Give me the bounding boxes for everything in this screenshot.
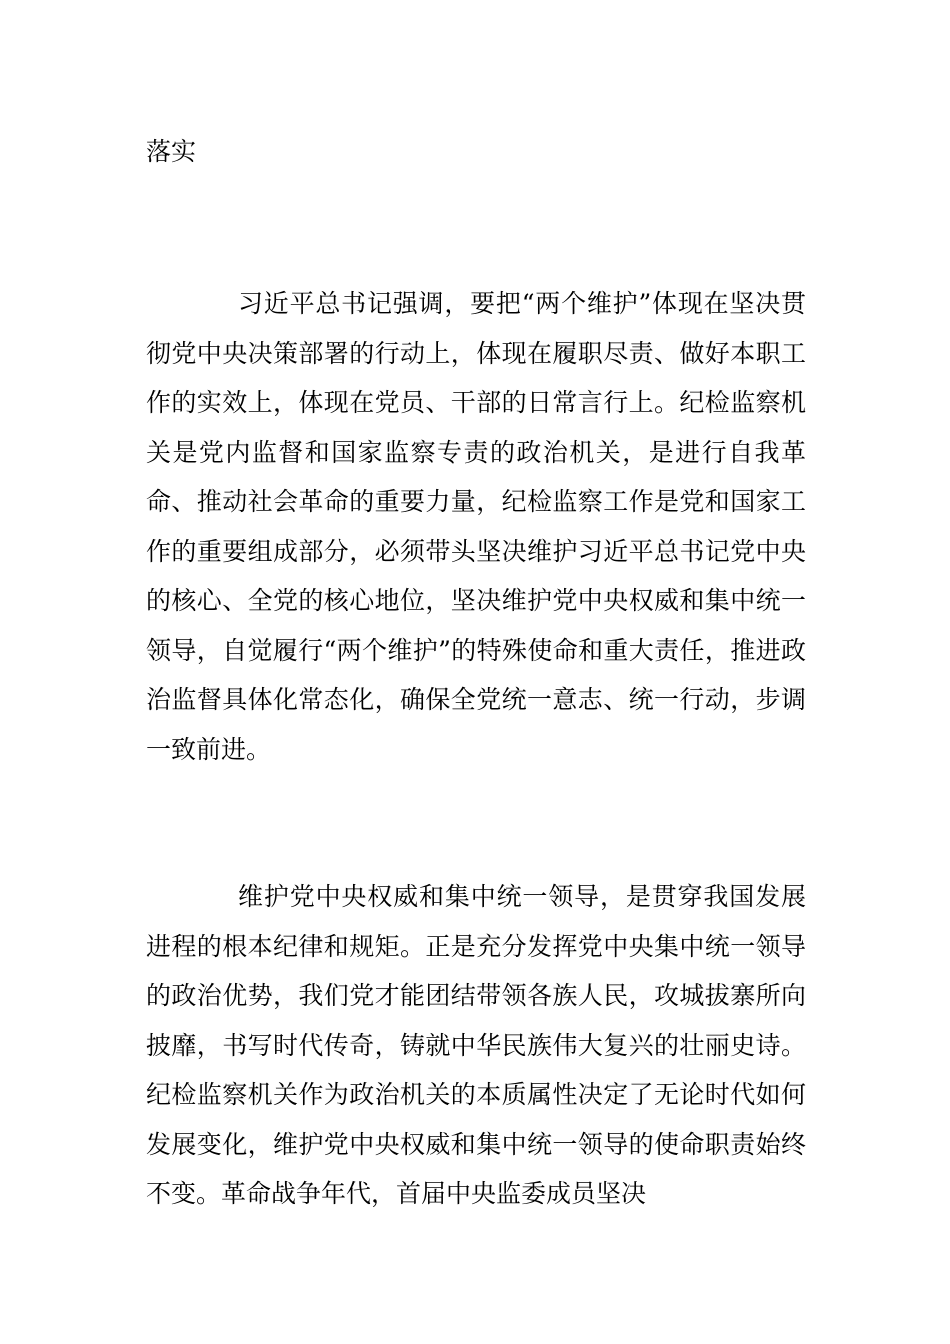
- paragraph-central-authority: 维护党中央权威和集中统一领导，是贯穿我国发展进程的根本纪律和规矩。正是充分发挥党中央集中统一领导的政治优势，我们党才能团结带领各族人民，攻城拔寨所向披靡，书写时代传奇，铸就中华民族伟大复兴的壮丽史诗。纪检监察机关作为政治机关的本质属性决定了无论时代如何发展变化，维护党中央权威和集中统一领导的使命职责始终不变。革命战争年代，首届中央监委成员坚决: [146, 882, 806, 1208]
- paragraph-two-safeguards: 习近平总书记强调，要把“两个维护”体现在坚决贯彻党中央决策部署的行动上，体现在履职尽责、做好本职工作的实效上，体现在党员、干部的日常言行上。纪检监察机关是党内监督和国家监察专责的政治机关，是进行自我革命、推动社会革命的重要力量，纪检监察工作是党和国家工作的重要组成部分，必须带头坚决维护习近平总书记党中央的核心、全党的核心地位，坚决维护党中央权威和集中统一领导，自觉履行“两个维护”的特殊使命和重大责任，推进政治监督具体化常态化，确保全党统一意志、统一行动，步调一致前进。: [146, 289, 806, 764]
- section-heading: 落实: [146, 137, 197, 166]
